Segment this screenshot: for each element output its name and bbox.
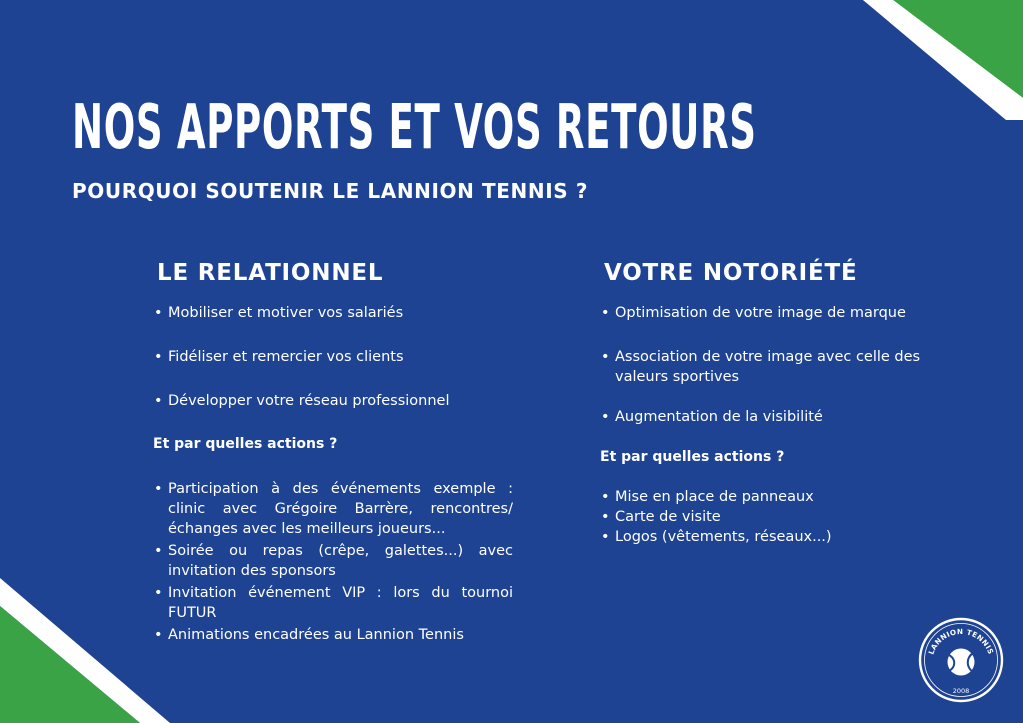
- list-item: • Optimisation de votre image de marque: [600, 303, 950, 323]
- notoriete-actions-list: [600, 487, 960, 547]
- notoriete-list: [600, 303, 950, 427]
- list-item: • Animations encadrées au Lannion Tennis: [153, 625, 513, 645]
- relationnel-column: [153, 257, 513, 645]
- page-title: NOS APPORTS ET VOS RETOURS: [72, 90, 757, 163]
- relationnel-heading: LE RELATIONNEL: [157, 260, 384, 286]
- logo-year: 2008: [952, 687, 970, 695]
- list-item: • Mobiliser et motiver vos salariés: [153, 303, 513, 323]
- page-subtitle: POURQUOI SOUTENIR LE LANNION TENNIS ?: [72, 179, 589, 203]
- list-item: • Invitation événement VIP : lors du tournoi FUTUR: [153, 583, 513, 623]
- list-item: • Participation à des événements exemple : clinic avec Grégoire Barrère, rencontres/ échanges avec les meilleurs joueurs...: [153, 479, 513, 539]
- logo-name: LANNION TENNIS: [926, 626, 996, 656]
- corner-decoration-bottom-left: [0, 578, 170, 723]
- list-item: • Augmentation de la visibilité: [600, 407, 950, 427]
- list-item: • Développer votre réseau professionnel: [153, 391, 513, 411]
- tennis-ball-icon: [948, 649, 975, 676]
- list-item: • Soirée ou repas (crêpe, galettes...) avec invitation des sponsors: [153, 541, 513, 581]
- notoriete-column: [600, 257, 960, 547]
- list-item: • Logos (vêtements, réseaux...): [600, 527, 960, 547]
- lannion-tennis-logo: [918, 617, 1004, 703]
- relationnel-actions-list: [153, 479, 513, 645]
- list-item: • Association de votre image avec celle des valeurs sportives: [600, 347, 950, 387]
- list-item: • Mise en place de panneaux: [600, 487, 960, 507]
- list-item: • Carte de visite: [600, 507, 960, 527]
- corner-decoration-top-right: [863, 0, 1023, 120]
- notoriete-actions-heading: Et par quelles actions ?: [600, 449, 785, 465]
- notoriete-heading: VOTRE NOTORIÉTÉ: [604, 260, 858, 286]
- relationnel-list: [153, 303, 513, 411]
- relationnel-actions-heading: Et par quelles actions ?: [153, 436, 338, 452]
- list-item: • Fidéliser et remercier vos clients: [153, 347, 513, 367]
